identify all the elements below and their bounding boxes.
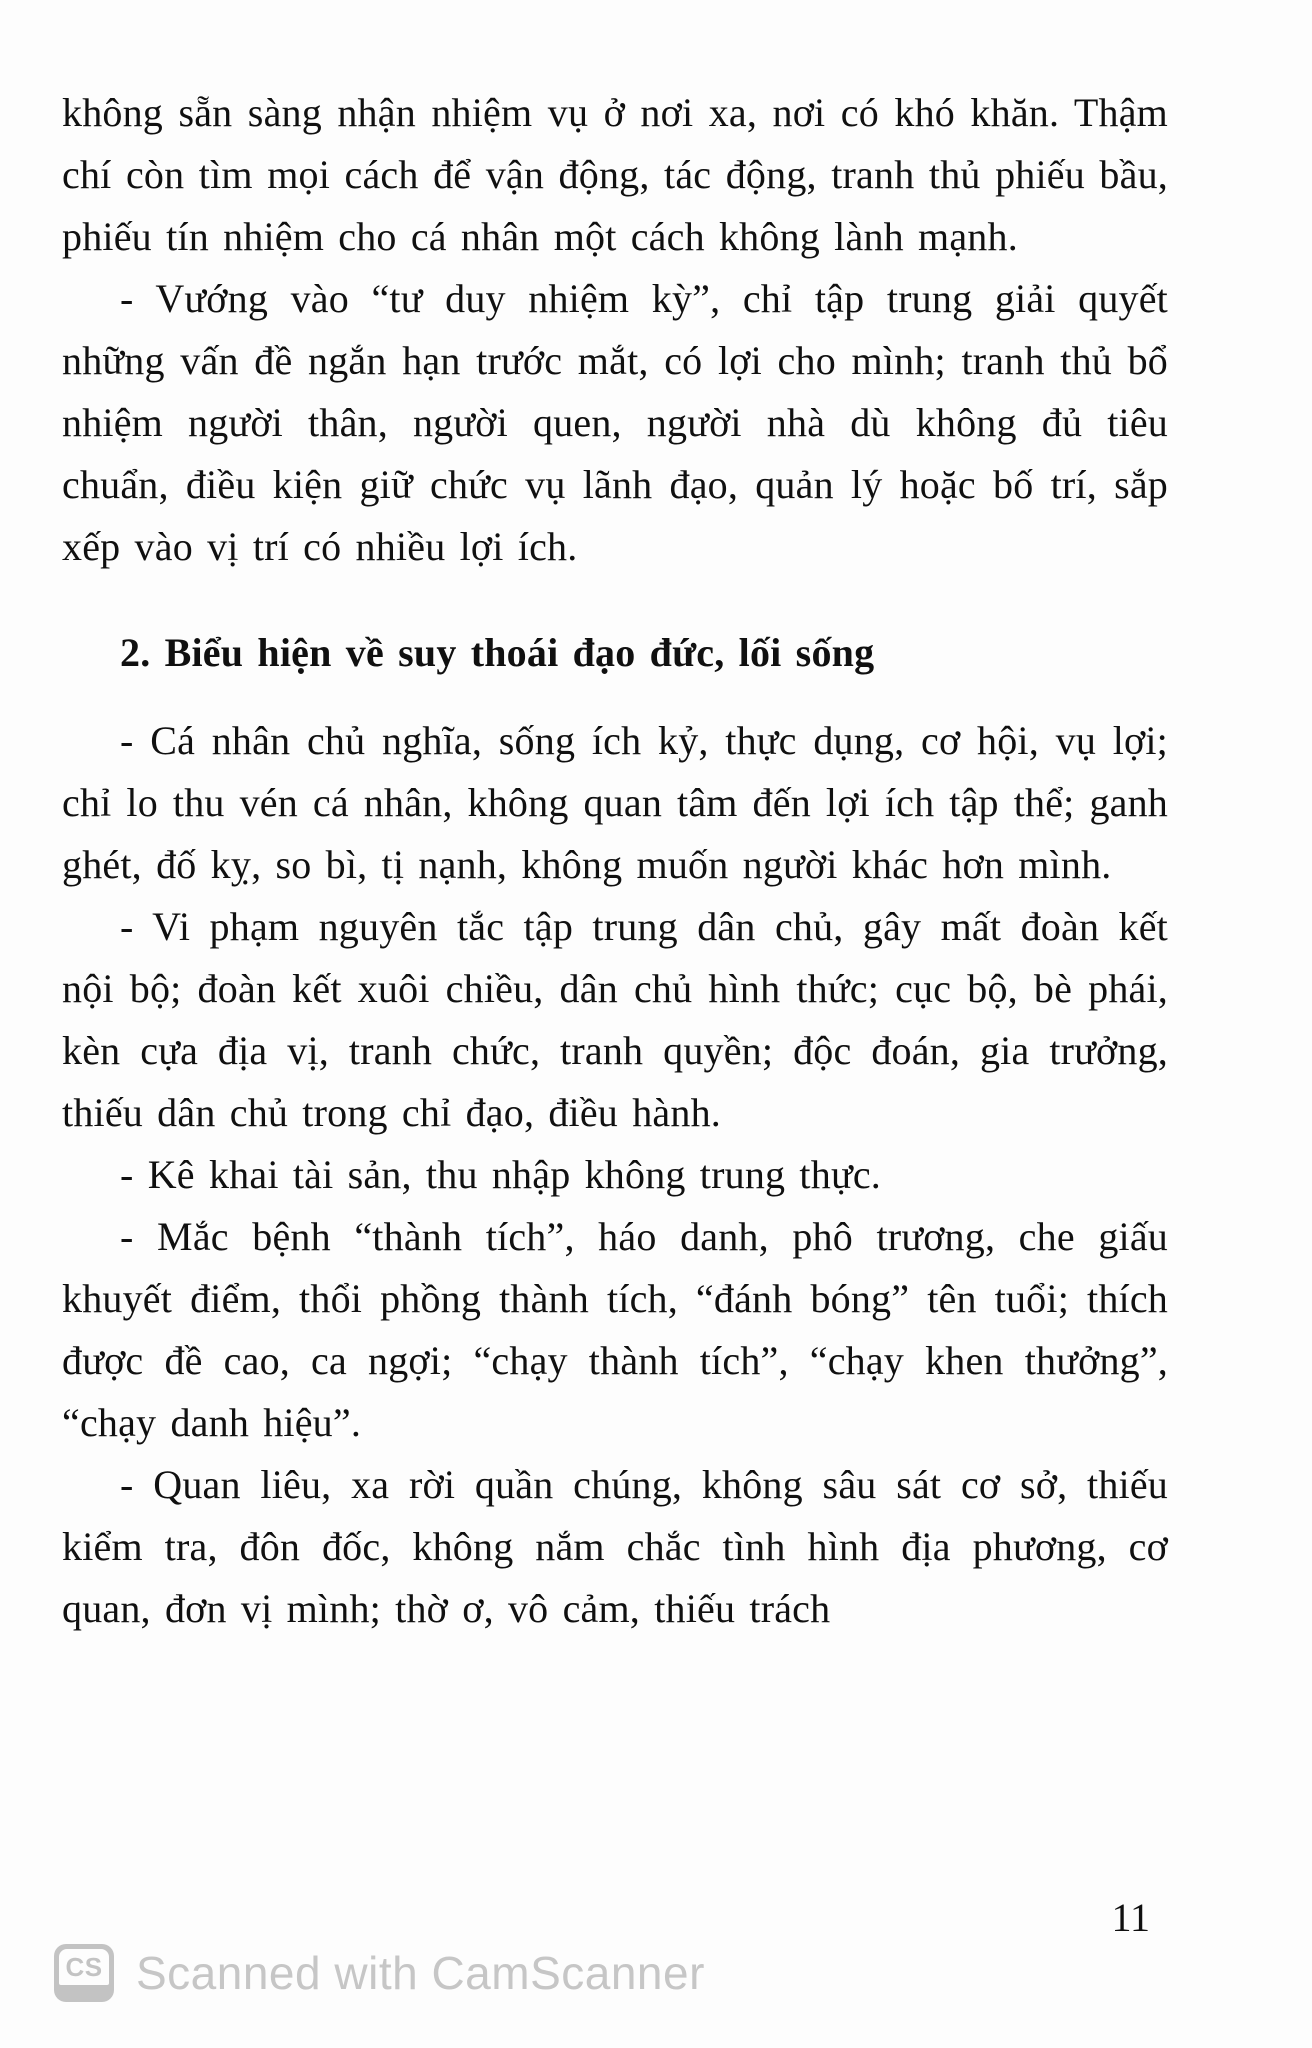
camscanner-watermark-text: Scanned with CamScanner	[136, 1947, 705, 1999]
paragraph: - Vi phạm nguyên tắc tập trung dân chủ, gây mất đoàn kết nội bộ; đoàn kết xuôi chiều, dân chủ hình thức; cục bộ, bè phái, kèn cựa địa vị, tranh chức, tranh quyền; độc đoán, gia trưởng, thiếu dân chủ trong chỉ đạo, điều hành.	[62, 904, 1168, 1135]
camscanner-icon	[54, 1944, 114, 2002]
paragraph: - Mắc bệnh “thành tích”, háo danh, phô trương, che giấu khuyết điểm, thổi phồng thành tích, “đánh bóng” tên tuổi; thích được đề cao, ca ngợi; “chạy thành tích”, “chạy khen thưởng”, “chạy danh hiệu”.	[62, 1214, 1168, 1445]
paragraph: - Cá nhân chủ nghĩa, sống ích kỷ, thực dụng, cơ hội, vụ lợi; chỉ lo thu vén cá nhân, không quan tâm đến lợi ích tập thể; ganh ghét, đố kỵ, so bì, tị nạnh, không muốn người khác hơn mình.	[62, 718, 1168, 887]
page-number: 11	[1111, 1895, 1150, 1940]
paragraph: - Quan liêu, xa rời quần chúng, không sâu sát cơ sở, thiếu kiểm tra, đôn đốc, không nắm chắc tình hình địa phương, cơ quan, đơn vị mình; thờ ơ, vô cảm, thiếu trách	[62, 1462, 1168, 1631]
page-body	[62, 82, 1168, 1640]
paragraph: - Vướng vào “tư duy nhiệm kỳ”, chỉ tập trung giải quyết những vấn đề ngắn hạn trước mắt, có lợi cho mình; tranh thủ bổ nhiệm người thân, người quen, người nhà dù không đủ tiêu chuẩn, điều kiện giữ chức vụ lãnh đạo, quản lý hoặc bố trí, sắp xếp vào vị trí có nhiều lợi ích.	[62, 276, 1168, 569]
camscanner-icon-label: CS	[59, 1949, 109, 1985]
camscanner-footer	[54, 1944, 705, 2002]
paragraph: - Kê khai tài sản, thu nhập không trung thực.	[120, 1152, 881, 1197]
paragraph: không sẵn sàng nhận nhiệm vụ ở nơi xa, nơi có khó khăn. Thậm chí còn tìm mọi cách để vận động, tác động, tranh thủ phiếu bầu, phiếu tín nhiệm cho cá nhân một cách không lành mạnh.	[62, 90, 1168, 259]
section-heading: 2. Biểu hiện về suy thoái đạo đức, lối sống	[120, 630, 875, 675]
